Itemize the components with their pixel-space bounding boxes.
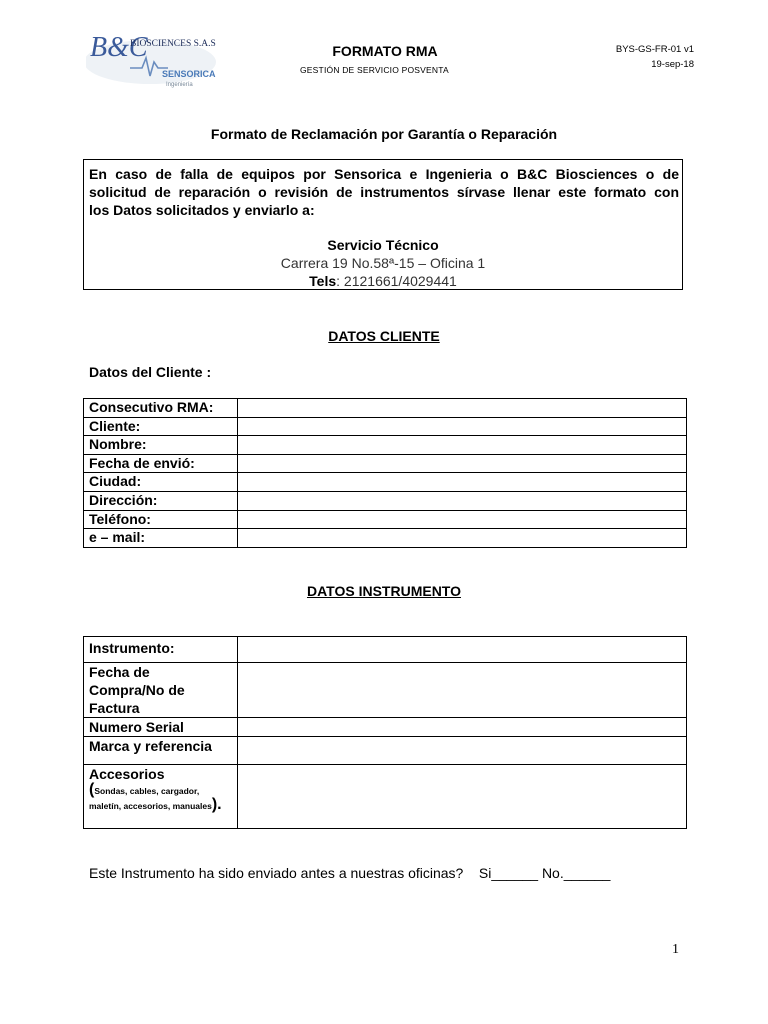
table-row: [84, 473, 687, 492]
logo-monogram: B&C: [90, 32, 148, 63]
header-code-block: [616, 42, 694, 72]
instrument-section-heading: DATOS INSTRUMENTO: [306, 583, 461, 599]
table-row: [84, 765, 687, 829]
row-value-field[interactable]: [238, 417, 687, 436]
client-table: [83, 398, 687, 548]
form-title: Formato de Reclamación por Garantía o Reparación: [210, 126, 558, 142]
row-label: Fecha de Compra/No de Factura: [84, 663, 238, 718]
header-title: FORMATO RMA: [332, 43, 438, 59]
row-label: Instrumento:: [84, 637, 238, 663]
logo-brand: SENSORICA: [162, 69, 216, 79]
client-subheading: Datos del Cliente :: [89, 364, 212, 380]
accessories-note: [89, 783, 232, 813]
info-line: los Datos solicitados y enviarlo a:: [89, 202, 315, 218]
table-row: [84, 637, 687, 663]
row-value-field[interactable]: [238, 454, 687, 473]
info-line: En caso de falla de equipos por Sensorica e Ingenieria o B&C Biosciences o de: [89, 166, 679, 182]
row-value-field[interactable]: [238, 436, 687, 455]
row-label: Marca y referencia: [84, 737, 238, 765]
header-subtitle: GESTIÓN DE SERVICIO POSVENTA: [300, 65, 449, 75]
row-value-field[interactable]: [238, 637, 687, 663]
table-row: [84, 663, 687, 718]
row-label: Dirección:: [84, 491, 238, 510]
logo-company: BIOSCIENCES S.A.S: [130, 39, 216, 49]
logo-brand-sub: Ingeniería: [166, 82, 193, 88]
row-value-field[interactable]: [238, 737, 687, 765]
instrument-table: [83, 636, 687, 829]
document-date: 19-sep-18: [651, 59, 694, 70]
info-text: [89, 165, 679, 219]
company-logo: [86, 22, 222, 92]
row-label: [84, 765, 238, 829]
table-row: [84, 417, 687, 436]
page-number: 1: [672, 942, 679, 957]
service-contact: [84, 236, 682, 290]
table-row: [84, 491, 687, 510]
row-label: Cliente:: [84, 417, 238, 436]
row-label: Consecutivo RMA:: [84, 399, 238, 418]
note-close: ).: [211, 796, 222, 813]
row-label: e – mail:: [84, 529, 238, 548]
accessories-label: Accesorios: [89, 766, 165, 782]
document-code: BYS-GS-FR-01 v1: [615, 44, 694, 55]
table-row: [84, 510, 687, 529]
row-value-field[interactable]: [238, 473, 687, 492]
table-row: [84, 718, 687, 737]
row-label: Nombre:: [84, 436, 238, 455]
tels-label: Tels: [309, 273, 337, 289]
service-address: Carrera 19 No.58ª-15 – Oficina 1: [280, 255, 486, 271]
row-value-field[interactable]: [238, 529, 687, 548]
client-section-heading: DATOS CLIENTE: [328, 328, 440, 344]
row-value-field[interactable]: [238, 718, 687, 737]
tels-value: : 2121661/4029441: [336, 273, 457, 289]
table-row: [84, 454, 687, 473]
row-value-field[interactable]: [238, 510, 687, 529]
row-value-field[interactable]: [238, 491, 687, 510]
table-row: [84, 737, 687, 765]
row-label: Numero Serial: [84, 718, 238, 737]
row-label: Fecha de envió:: [84, 454, 238, 473]
row-value-field[interactable]: [238, 765, 687, 829]
table-row: [84, 529, 687, 548]
row-value-field[interactable]: [238, 399, 687, 418]
note-open: (: [89, 781, 95, 798]
info-line: solicitud de reparación o revisión de instrumentos sírvase llenar este formato con: [89, 184, 679, 200]
table-row: [84, 436, 687, 455]
sent-before-question: Este Instrumento ha sido enviado antes a nuestras oficinas? Si______ No.______: [89, 865, 611, 881]
row-value-field[interactable]: [238, 663, 687, 718]
service-phones: [84, 272, 682, 290]
service-name: Servicio Técnico: [327, 237, 439, 253]
row-label: Ciudad:: [84, 473, 238, 492]
info-box: [83, 159, 683, 290]
row-label: Teléfono:: [84, 510, 238, 529]
note-text: Sondas, cables, cargador, maletín, accesorios, manuales: [89, 786, 212, 811]
table-row: [84, 399, 687, 418]
